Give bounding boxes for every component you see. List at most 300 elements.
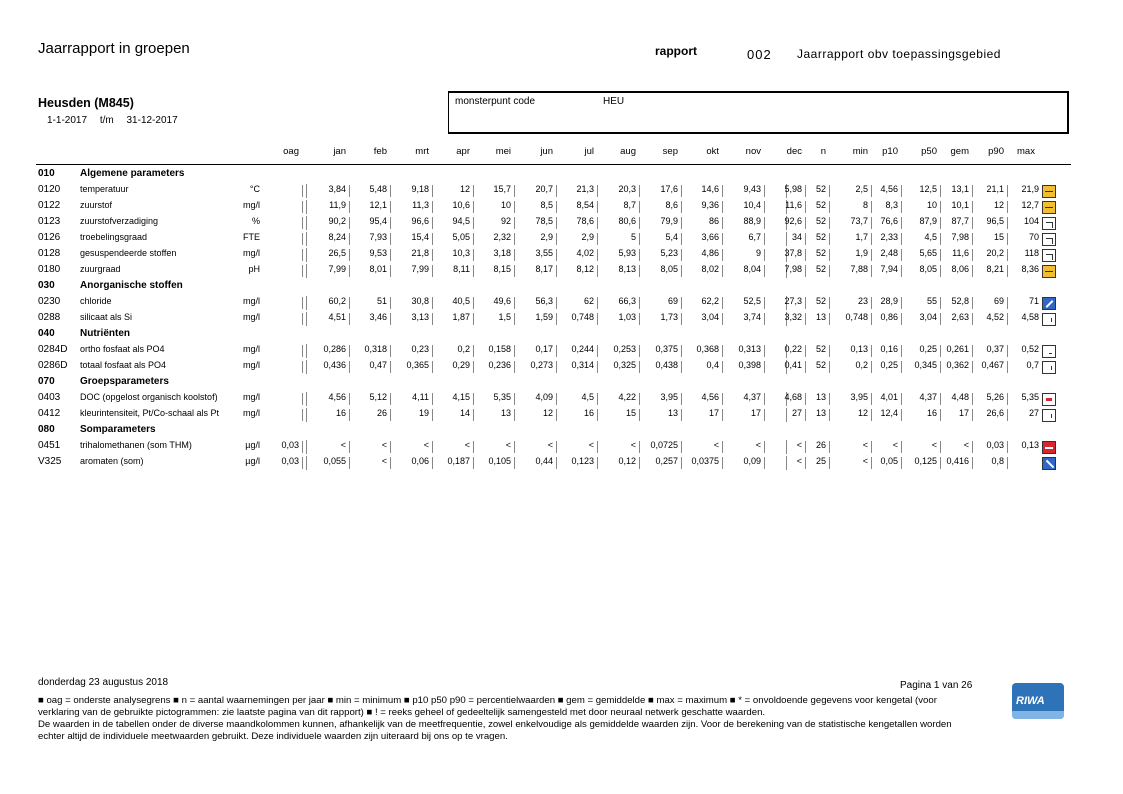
cell-apr: 94,5 (452, 216, 470, 226)
cell-separator (302, 233, 303, 245)
cell-min: 3,95 (850, 392, 868, 402)
cell-jan: 11,9 (329, 200, 346, 210)
parameter-name: troebelingsgraad (80, 232, 148, 242)
cell-n: 52 (815, 200, 826, 210)
cell-jul: 21,3 (576, 184, 594, 194)
cell-feb: 9,53 (369, 248, 387, 258)
cell-mrt: 0,23 (411, 344, 429, 354)
cell-max: 4,58 (1021, 312, 1039, 322)
column-header-min: min (852, 146, 868, 157)
cell-apr: 1,87 (452, 312, 470, 322)
cell-separator (302, 217, 303, 229)
cell-feb: 5,12 (369, 392, 387, 402)
cell-mei: 10 (500, 200, 511, 210)
cell-mei: 0,236 (488, 360, 511, 370)
cell-apr: 40,5 (452, 296, 470, 306)
cell-mei: 3,18 (493, 248, 511, 258)
cell-mrt: 0,06 (411, 456, 429, 466)
parameter-unit: mg/l (242, 408, 260, 418)
cell-aug: 80,6 (618, 216, 636, 226)
cell-gem: 8,06 (951, 264, 969, 274)
location-name: Heusden (M845) (38, 96, 134, 110)
rapport-description: Jaarrapport obv toepassingsgebied (797, 47, 1001, 61)
monsterpunt-label: monsterpunt code (455, 96, 536, 107)
cell-p90: 15 (993, 232, 1004, 242)
cell-jan: < (340, 440, 346, 450)
cell-sep: 0,375 (655, 344, 678, 354)
cell-jan: 0,055 (323, 456, 346, 466)
cell-max: 70 (1028, 232, 1039, 242)
cell-n: 13 (815, 312, 826, 322)
cell-apr: 0,187 (447, 456, 470, 466)
cell-aug: 0,253 (613, 344, 636, 354)
cell-mrt: 19 (418, 408, 429, 418)
cell-mei: 0,158 (488, 344, 511, 354)
column-header-p10: p10 (882, 146, 898, 157)
cell-p90: 21,1 (986, 184, 1004, 194)
cell-max: 104 (1023, 216, 1039, 226)
cell-jun: 8,5 (540, 200, 553, 210)
table-row (0, 184, 1123, 200)
cell-dec: 7,98 (784, 264, 802, 274)
cell-aug: 0,12 (618, 456, 636, 466)
cell-n: 25 (815, 456, 826, 466)
parameter-name: kleurintensiteit, Pt/Co-schaal als Pt (80, 408, 220, 418)
cell-nov: < (755, 440, 761, 450)
cell-aug: 4,22 (618, 392, 636, 402)
cell-n: 26 (815, 440, 826, 450)
period-separator: t/m (99, 115, 114, 126)
report-title: Jaarrapport in groepen (38, 40, 190, 57)
cell-jul: 8,12 (576, 264, 594, 274)
group-code: 010 (38, 168, 55, 179)
cell-jul: 2,9 (581, 232, 594, 242)
column-header-jul: jul (584, 146, 594, 157)
cell-okt: 86 (708, 216, 719, 226)
cell-p10: 76,6 (880, 216, 898, 226)
cell-dec: 92,6 (784, 216, 802, 226)
cell-nov: 52,5 (743, 296, 761, 306)
cell-p10: 4,01 (880, 392, 898, 402)
cell-mrt: 3,13 (411, 312, 429, 322)
cell-p50: 0,345 (914, 360, 937, 370)
cell-dec: < (796, 456, 802, 466)
cell-mei: 2,32 (493, 232, 511, 242)
cell-p90: 69 (993, 296, 1004, 306)
parameter-name: silicaat als Si (80, 312, 133, 322)
cell-gem: 0,416 (946, 456, 969, 466)
cell-p10: 0,05 (880, 456, 898, 466)
trend-bracket-icon (1042, 249, 1056, 262)
parameter-code: 0180 (38, 264, 61, 275)
cell-jun: 0,273 (530, 360, 553, 370)
group-code: 030 (38, 280, 55, 291)
cell-sep: 0,0725 (650, 440, 678, 450)
trend-blue2-icon (1042, 457, 1056, 470)
cell-p10: 0,86 (880, 312, 898, 322)
cell-p10: 8,3 (885, 200, 898, 210)
trend-tick-icon (1042, 361, 1056, 374)
cell-dec: 27 (791, 408, 802, 418)
cell-okt: 3,04 (701, 312, 719, 322)
cell-jun: 0,44 (535, 456, 553, 466)
cell-jun: 3,55 (535, 248, 553, 258)
parameter-unit: FTE (243, 232, 260, 242)
report-period (47, 115, 188, 126)
parameter-unit: mg/l (242, 392, 260, 402)
cell-separator (302, 441, 303, 453)
parameter-code: 0123 (38, 216, 61, 227)
column-header-apr: apr (456, 146, 470, 157)
cell-p90: 8,21 (986, 264, 1004, 274)
cell-sep: 8,6 (665, 200, 678, 210)
cell-jun: 4,09 (535, 392, 553, 402)
cell-jan: 3,84 (328, 184, 346, 194)
cell-n: 13 (815, 392, 826, 402)
parameter-code: 0288 (38, 312, 61, 323)
cell-feb: 95,4 (369, 216, 387, 226)
cell-gem: 4,48 (951, 392, 969, 402)
column-header-dec: dec (786, 146, 802, 157)
cell-apr: 10,6 (452, 200, 470, 210)
group-name: Algemene parameters (80, 168, 185, 179)
cell-jan: 16 (335, 408, 346, 418)
cell-feb: 7,93 (369, 232, 387, 242)
parameter-code: V325 (38, 456, 62, 467)
cell-jul: < (588, 440, 594, 450)
legend-abbreviations: ■ oag = onderste analysegrens ■ n = aantal waarnemingen per jaar ■ min = minimum ■ p10 p50 p90 = percentielwaarden ■ gem = gemiddelde ■ max = maximum ■ * = onvoldoende gegevens voor kengetal (voor verklaring van de gebruikte pictogrammen: zie laatste pagina van dit rapport) ■ ! = reeks geheel of gedeeltelijk samengesteld met door neuraal netwerk geschatte waarden. (38, 695, 937, 718)
cell-mrt: < (423, 440, 429, 450)
cell-jan: 4,51 (328, 312, 346, 322)
cell-aug: < (630, 440, 636, 450)
cell-jul: 0,123 (571, 456, 594, 466)
cell-mrt: 21,8 (411, 248, 429, 258)
cell-sep: 8,05 (660, 264, 678, 274)
cell-p50: 10 (926, 200, 937, 210)
cell-p90: 0,8 (991, 456, 1004, 466)
cell-jan: 0,286 (323, 344, 346, 354)
trend-yellow-icon (1042, 185, 1056, 198)
trend-bracket-icon (1042, 233, 1056, 246)
cell-okt: 17 (708, 408, 719, 418)
table-row (0, 232, 1123, 248)
column-header-feb: feb (373, 146, 387, 157)
cell-gem: 0,362 (946, 360, 969, 370)
cell-dec: 0,22 (784, 344, 802, 354)
cell-p90: 96,5 (986, 216, 1004, 226)
column-header-nov: nov (745, 146, 761, 157)
page-number: Pagina 1 van 26 (900, 680, 973, 691)
parameter-name: zuurstof (80, 200, 113, 210)
parameter-unit: mg/l (242, 296, 260, 306)
cell-gem: 7,98 (951, 232, 969, 242)
table-row (0, 456, 1123, 472)
cell-feb: 51 (376, 296, 387, 306)
cell-dec: 4,68 (784, 392, 802, 402)
parameter-unit: mg/l (242, 200, 260, 210)
cell-feb: 0,47 (369, 360, 387, 370)
parameter-name: trihalomethanen (som THM) (80, 440, 192, 450)
cell-sep: 17,6 (660, 184, 678, 194)
legend-explanation: De waarden in de tabellen onder de diverse maandkolommen kunnen, afhankelijk van de meetfrequentie, zowel enkelvoudige als gemiddelde waarden zijn. Voor de berekening van de statistische kengetallen worden echter altijd de individuele meetwaarden gebruikt. Deze individuele waarden zijn uiteraard bij ons op te vragen. (38, 719, 952, 742)
cell-jun: < (547, 440, 553, 450)
cell-separator (302, 393, 303, 405)
trend-bracket-icon (1042, 217, 1056, 230)
parameter-code: 0120 (38, 184, 61, 195)
cell-aug: 1,03 (618, 312, 636, 322)
cell-aug: 8,7 (623, 200, 636, 210)
cell-p10: 0,25 (880, 360, 898, 370)
column-header-okt: okt (706, 146, 719, 157)
cell-apr: 4,15 (452, 392, 470, 402)
cell-p10: 12,4 (880, 408, 898, 418)
cell-max: 12,7 (1021, 200, 1039, 210)
cell-sep: 0,438 (655, 360, 678, 370)
column-header-gem: gem (950, 146, 969, 157)
cell-p10: 28,9 (880, 296, 898, 306)
cell-apr: 0,2 (457, 344, 470, 354)
cell-feb: 5,48 (369, 184, 387, 194)
cell-mrt: 30,8 (411, 296, 429, 306)
group-name: Anorganische stoffen (80, 280, 183, 291)
cell-n: 52 (815, 184, 826, 194)
cell-min: < (862, 456, 868, 466)
parameter-code: 0284D (38, 344, 68, 355)
table-row (0, 344, 1123, 360)
cell-jul: 8,54 (576, 200, 594, 210)
cell-p90: 12 (993, 200, 1004, 210)
cell-max: 8,36 (1021, 264, 1039, 274)
parameter-name: chloride (80, 296, 112, 306)
cell-p90: 5,26 (986, 392, 1004, 402)
parameter-name: totaal fosfaat als PO4 (80, 360, 167, 370)
cell-sep: 69 (667, 296, 678, 306)
cell-dec: 11,6 (785, 200, 802, 210)
parameter-code: 0412 (38, 408, 61, 419)
cell-okt: 4,86 (701, 248, 719, 258)
cell-p50: 5,65 (919, 248, 937, 258)
cell-min: 23 (857, 296, 868, 306)
header-rule (36, 164, 1071, 165)
cell-oag: 0,03 (281, 440, 299, 450)
cell-dec: 0,41 (784, 360, 802, 370)
cell-jun: 12 (542, 408, 553, 418)
cell-aug: 8,13 (618, 264, 636, 274)
parameter-unit: °C (249, 184, 260, 194)
cell-aug: 20,3 (618, 184, 636, 194)
cell-p90: 0,03 (986, 440, 1004, 450)
cell-jun: 8,17 (535, 264, 553, 274)
cell-separator (302, 457, 303, 469)
cell-p50: 8,05 (919, 264, 937, 274)
cell-mei: 1,5 (498, 312, 511, 322)
cell-dec: 37,8 (784, 248, 802, 258)
cell-gem: < (963, 440, 969, 450)
cell-separator (302, 313, 303, 325)
cell-jun: 2,9 (540, 232, 553, 242)
table-row (0, 248, 1123, 264)
cell-p50: 0,25 (919, 344, 937, 354)
group-name: Groepsparameters (80, 376, 169, 387)
period-start: 1-1-2017 (47, 115, 88, 126)
cell-p50: 4,37 (919, 392, 937, 402)
cell-sep: 0,257 (655, 456, 678, 466)
logo-text: RIWA (1016, 695, 1045, 707)
table-row (0, 312, 1123, 328)
table-row (0, 200, 1123, 216)
cell-jun: 0,17 (535, 344, 553, 354)
cell-p90: 0,467 (981, 360, 1004, 370)
cell-p50: 3,04 (919, 312, 937, 322)
cell-separator (302, 265, 303, 277)
cell-jul: 0,748 (571, 312, 594, 322)
cell-separator (1007, 457, 1008, 469)
cell-min: 0,2 (855, 360, 868, 370)
group-name: Nutriënten (80, 328, 130, 339)
cell-jan: 60,2 (328, 296, 346, 306)
cell-jul: 78,6 (576, 216, 594, 226)
cell-sep: 5,4 (665, 232, 678, 242)
cell-separator (302, 185, 303, 197)
cell-okt: 0,368 (696, 344, 719, 354)
parameter-unit: mg/l (242, 360, 260, 370)
cell-jul: 16 (583, 408, 594, 418)
parameter-code: 0126 (38, 232, 61, 243)
column-header-max: max (1017, 146, 1035, 157)
monsterpunt-box (448, 91, 1069, 134)
cell-nov: 88,9 (743, 216, 761, 226)
cell-nov: 0,398 (738, 360, 761, 370)
cell-min: 7,88 (850, 264, 868, 274)
cell-gem: 17 (958, 408, 969, 418)
cell-dec: 34 (791, 232, 802, 242)
cell-n: 52 (815, 344, 826, 354)
parameter-name: aromaten (som) (80, 456, 144, 466)
column-header-jan: jan (333, 146, 346, 157)
cell-okt: 4,56 (701, 392, 719, 402)
cell-p90: 4,52 (986, 312, 1004, 322)
column-header-n: n (820, 146, 826, 157)
parameter-unit: % (251, 216, 260, 226)
cell-dec: 5,98 (784, 184, 802, 194)
parameter-name: zuurstofverzadiging (80, 216, 159, 226)
cell-p10: 2,48 (880, 248, 898, 258)
cell-p90: 20,2 (986, 248, 1004, 258)
cell-p50: 16 (926, 408, 937, 418)
cell-okt: 8,02 (701, 264, 719, 274)
period-end: 31-12-2017 (126, 115, 178, 126)
cell-okt: 62,2 (701, 296, 719, 306)
cell-apr: 12 (459, 184, 470, 194)
cell-jan: 8,24 (328, 232, 346, 242)
cell-jan: 4,56 (328, 392, 346, 402)
cell-aug: 66,3 (618, 296, 636, 306)
cell-p10: 0,16 (880, 344, 898, 354)
cell-jun: 56,3 (535, 296, 553, 306)
footer-legend (38, 695, 973, 743)
trend-yellow-icon (1042, 201, 1056, 214)
group-name: Somparameters (80, 424, 156, 435)
column-header-p50: p50 (921, 146, 937, 157)
cell-sep: 1,73 (660, 312, 678, 322)
cell-max: 0,7 (1026, 360, 1039, 370)
cell-dec: 3,32 (784, 312, 802, 322)
parameter-name: ortho fosfaat als PO4 (80, 344, 165, 354)
table-row (0, 264, 1123, 280)
cell-n: 52 (815, 248, 826, 258)
cell-jul: 62 (583, 296, 594, 306)
cell-p50: 87,9 (919, 216, 937, 226)
cell-max: 0,52 (1021, 344, 1039, 354)
cell-okt: 3,66 (701, 232, 719, 242)
cell-nov: 10,4 (743, 200, 761, 210)
table-row (0, 360, 1123, 376)
parameter-name: gesuspendeerde stoffen (80, 248, 177, 258)
cell-min: 2,5 (855, 184, 868, 194)
cell-apr: 10,3 (452, 248, 470, 258)
rapport-number: 002 (747, 47, 772, 62)
cell-n: 13 (815, 408, 826, 418)
cell-sep: 79,9 (660, 216, 678, 226)
column-header-oag: oag (283, 146, 299, 157)
trend-tick-icon (1042, 313, 1056, 326)
cell-mrt: 11,3 (412, 200, 429, 210)
group-code: 070 (38, 376, 55, 387)
cell-p50: 0,125 (914, 456, 937, 466)
cell-separator (302, 201, 303, 213)
cell-okt: 0,0375 (691, 456, 719, 466)
cell-min: < (862, 440, 868, 450)
cell-mei: 5,35 (493, 392, 511, 402)
parameter-name: temperatuur (80, 184, 129, 194)
cell-p50: < (931, 440, 937, 450)
cell-sep: 3,95 (660, 392, 678, 402)
parameter-name: DOC (opgelost organisch koolstof) (80, 392, 218, 402)
cell-min: 12 (857, 408, 868, 418)
cell-jun: 78,5 (535, 216, 553, 226)
table-row (0, 392, 1123, 408)
cell-p10: 2,33 (880, 232, 898, 242)
cell-jan: 7,99 (328, 264, 346, 274)
cell-mrt: 0,365 (406, 360, 429, 370)
cell-feb: < (381, 440, 387, 450)
cell-jul: 4,02 (576, 248, 594, 258)
cell-nov: 0,09 (743, 456, 761, 466)
trend-red-icon (1042, 441, 1056, 454)
cell-max: 5,35 (1021, 392, 1039, 402)
cell-feb: 3,46 (369, 312, 387, 322)
cell-mei: 49,6 (493, 296, 511, 306)
cell-jan: 90,2 (328, 216, 346, 226)
cell-nov: 4,37 (743, 392, 761, 402)
parameter-unit: pH (248, 264, 260, 274)
column-header-jun: jun (540, 146, 553, 157)
cell-n: 52 (815, 264, 826, 274)
parameter-code: 0230 (38, 296, 61, 307)
cell-okt: 9,36 (701, 200, 719, 210)
trend-yellow-icon (1042, 265, 1056, 278)
cell-aug: 5 (630, 232, 636, 242)
table-row (0, 408, 1123, 424)
cell-sep: 5,23 (660, 248, 678, 258)
cell-mei: < (505, 440, 511, 450)
parameter-unit: mg/l (242, 344, 260, 354)
cell-apr: < (464, 440, 470, 450)
cell-apr: 5,05 (452, 232, 470, 242)
cell-separator (302, 249, 303, 261)
cell-aug: 0,325 (613, 360, 636, 370)
cell-p90: 26,6 (986, 408, 1004, 418)
